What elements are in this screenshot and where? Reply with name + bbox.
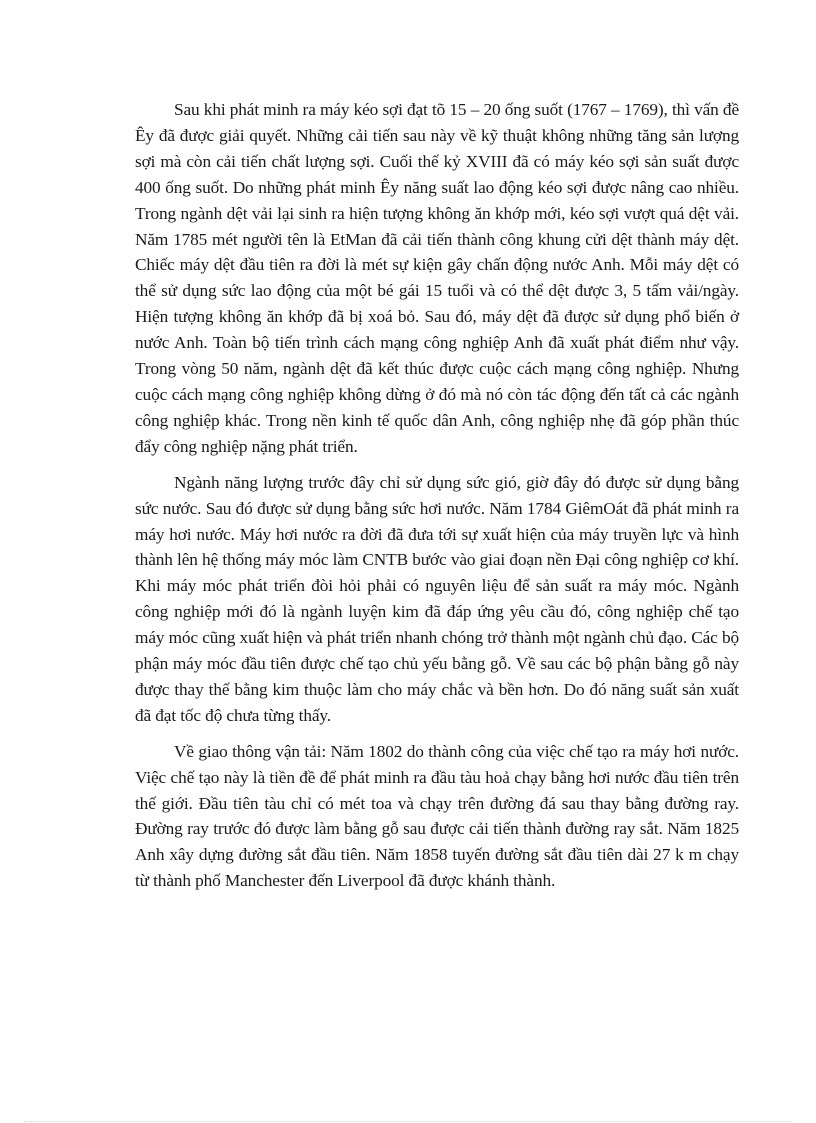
paragraph-transportation: Về giao thông vận tải: Năm 1802 do thành công của việc chế tạo ra máy hơi nước. Việc chế tạo này là tiền đề để phát minh ra đầu tàu hoả chạy bằng hơi nước đầu tiên trên thế giới. Đầu tiên tàu chỉ có mét toa và chạy trên đường đá sau thay bằng đường ray. Đường ray trước đó được làm bằng gỗ sau được cải tiến thành đường ray sắt. Năm 1825 Anh xây dựng đường sắt đầu tiên. Năm 1858 tuyến đường sắt đầu tiên dài 27 k m chạy từ thành phố Manchester đến Liverpool đã được khánh thành. — [135, 741, 739, 891]
document-body — [135, 97, 739, 894]
page-bottom-divider — [24, 1121, 792, 1122]
paragraph-energy-industry: Ngành năng lượng trước đây chỉ sử dụng sức gió, giờ đây đó được sử dụng bằng sức nước. Sau đó được sử dụng bằng sức hơi nước. Năm 1784 GiêmOát đã phát minh ra máy hơi nước. Máy hơi nước ra đời đã đưa tới sự xuất hiện của máy truyền lực và hình thành lên hệ thống máy móc làm CNTB bước vào giai đoạn nền Đại công nghiệp cơ khí. Khi máy móc phát triển đòi hỏi phải có nguyên liệu để sản suất ra máy móc. Ngành công nghiệp mới đó là ngành luyện kim đã đáp ứng yêu cầu đó, công nghiệp chế tạo máy móc cũng xuất hiện và phát triển nhanh chóng trở thành một ngành chủ đạo. Các bộ phận máy móc đầu tiên được chế tạo chủ yếu bằng gỗ. Về sau các bộ phận bằng gỗ này được thay thế bằng kim thuộc làm cho máy chắc và bền hơn. Do đó năng suất sản xuất đã đạt tốc độ chưa từng thấy. — [135, 472, 739, 725]
paragraph-textile-industry: Sau khi phát minh ra máy kéo sợi đạt tõ 15 – 20 ống suốt (1767 – 1769), thì vấn đề Êy đã được giải quyết. Những cải tiến sau này về kỹ thuật không những tăng sản lượng sợi mà còn cải tiến chất lượng sợi. Cuối thế kỷ XVIII đã có máy kéo sợi sản suất được 400 ống suốt. Do những phát minh Êy năng suất lao động kéo sợi được nâng cao nhiều. Trong ngành dệt vải lại sinh ra hiện tượng không ăn khớp mới, kéo sợi vượt quá dệt vải. Năm 1785 mét người tên là EtMan đã cải tiến thành công khung cửi dệt thành máy dệt. Chiếc máy dệt đầu tiên ra đời là mét sự kiện gây chấn động nước Anh. Mỗi máy dệt có thể sử dụng sức lao động của một bé gái 15 tuổi và có thể dệt được 3, 5 tấm vải/ngày. Hiện tượng không ăn khớp đã bị xoá bỏ. Sau đó, máy dệt đã được sử dụng phổ biến ở nước Anh. Toàn bộ tiến trình cách mạng công nghiệp Anh đã xuất phát điểm như vậy. Trong vòng 50 năm, ngành dệt đã kết thúc được cuộc cách mạng công nghiệp. Nhưng cuộc cách mạng công nghiệp không dừng ở đó mà nó còn tác động đến tất cả các ngành công nghiệp khác. Trong nền kinh tế quốc dân Anh, công nghiệp nhẹ đã góp phần thúc đẩy công nghiệp nặng phát triển. — [135, 100, 739, 456]
